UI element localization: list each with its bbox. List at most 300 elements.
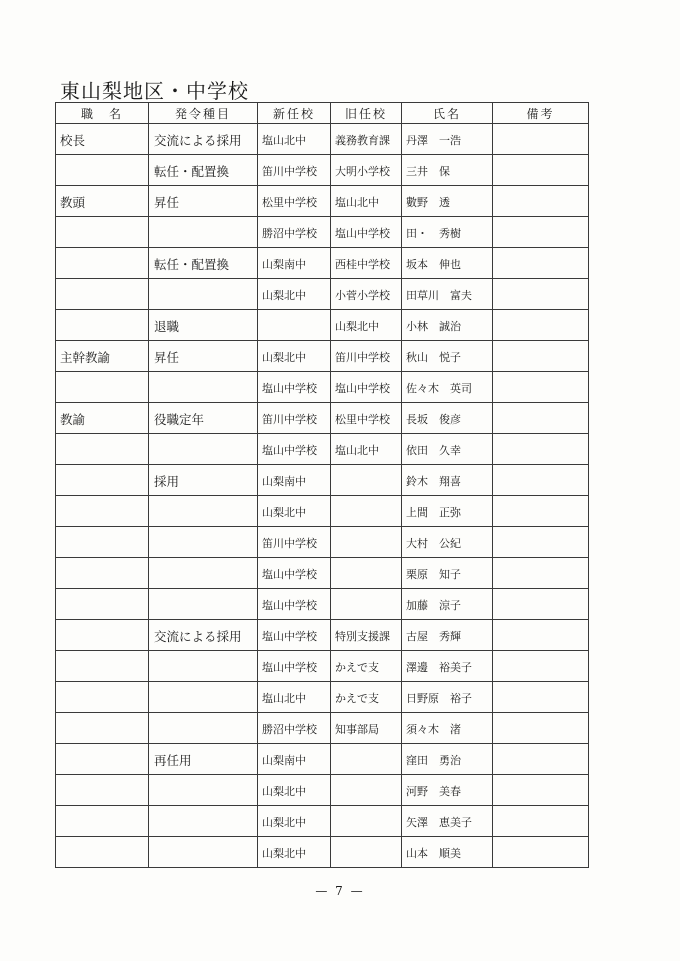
old-school-cell <box>331 465 402 496</box>
new-school-cell-text: 笛川中学校 <box>262 413 317 426</box>
new-school-cell <box>258 186 331 217</box>
table-row <box>56 403 589 434</box>
old-school-cell <box>331 682 402 713</box>
post-cell-text <box>56 217 148 224</box>
table-row <box>56 527 589 558</box>
name-cell-text: 佐々木 英司 <box>406 382 472 395</box>
name-cell-text: 長坂 俊彦 <box>406 413 461 426</box>
remarks-cell <box>493 682 589 713</box>
post-cell <box>56 589 149 620</box>
new-school-cell <box>258 806 331 837</box>
post-cell-text <box>56 372 148 379</box>
post-cell <box>56 248 149 279</box>
post-cell-text: 教諭 <box>60 412 86 427</box>
kind-cell <box>149 775 258 806</box>
kind-cell <box>149 465 258 496</box>
name-cell-text: 矢澤 恵美子 <box>406 816 472 829</box>
header-new-school: 新任校 <box>258 103 331 124</box>
table-row <box>56 837 589 868</box>
name-cell <box>402 434 493 465</box>
remarks-cell-text <box>493 186 588 193</box>
old-school-cell <box>331 744 402 775</box>
kind-cell-text: 交流による採用 <box>154 629 242 644</box>
remarks-cell-text <box>493 279 588 286</box>
kind-cell-text <box>149 775 257 782</box>
new-school-cell <box>258 372 331 403</box>
new-school-cell <box>258 651 331 682</box>
remarks-cell-text <box>493 558 588 565</box>
remarks-cell <box>493 403 589 434</box>
table-row <box>56 217 589 248</box>
kind-cell-text: 退職 <box>154 319 180 334</box>
new-school-cell <box>258 620 331 651</box>
remarks-cell-text <box>493 806 588 813</box>
kind-cell-text <box>149 589 257 596</box>
table-row <box>56 124 589 155</box>
kind-cell <box>149 155 258 186</box>
kind-cell <box>149 806 258 837</box>
remarks-cell-text <box>493 620 588 627</box>
new-school-cell-text: 塩山中学校 <box>262 630 317 643</box>
remarks-cell <box>493 496 589 527</box>
remarks-cell <box>493 651 589 682</box>
remarks-cell-text <box>493 682 588 689</box>
post-cell <box>56 217 149 248</box>
new-school-cell-text: 山梨北中 <box>262 816 306 829</box>
kind-cell-text: 転任・配置換 <box>154 164 230 179</box>
remarks-cell-text <box>493 465 588 472</box>
remarks-cell <box>493 372 589 403</box>
name-cell-text: 河野 美春 <box>406 785 461 798</box>
post-cell-text <box>56 155 148 162</box>
name-cell-text: 數野 透 <box>406 196 450 209</box>
kind-cell <box>149 713 258 744</box>
post-cell <box>56 837 149 868</box>
old-school-cell <box>331 372 402 403</box>
old-school-cell-text: 塩山中学校 <box>335 382 390 395</box>
kind-cell-text: 役職定年 <box>154 412 205 427</box>
table-row <box>56 465 589 496</box>
kind-cell-text <box>149 527 257 534</box>
old-school-cell-text: 特別支援課 <box>335 630 390 643</box>
remarks-cell-text <box>493 651 588 658</box>
new-school-cell <box>258 279 331 310</box>
name-cell-text: 須々木 渚 <box>406 723 461 736</box>
kind-cell <box>149 744 258 775</box>
post-cell-text <box>56 434 148 441</box>
remarks-cell <box>493 341 589 372</box>
personnel-table <box>55 102 589 868</box>
table-header-row <box>56 103 589 124</box>
old-school-cell-text: 笛川中学校 <box>335 351 390 364</box>
old-school-cell <box>331 279 402 310</box>
post-cell-text <box>56 310 148 317</box>
remarks-cell <box>493 775 589 806</box>
name-cell <box>402 279 493 310</box>
name-cell <box>402 527 493 558</box>
new-school-cell <box>258 527 331 558</box>
kind-cell <box>149 589 258 620</box>
post-cell <box>56 713 149 744</box>
table-row <box>56 775 589 806</box>
header-kind: 発令種目 <box>149 103 258 124</box>
name-cell <box>402 837 493 868</box>
post-cell-text <box>56 248 148 255</box>
name-cell-text: 加藤 涼子 <box>406 599 461 612</box>
new-school-cell-text: 塩山中学校 <box>262 382 317 395</box>
remarks-cell-text <box>493 248 588 255</box>
old-school-cell-text <box>331 806 401 814</box>
kind-cell <box>149 279 258 310</box>
new-school-cell-text <box>258 310 330 318</box>
old-school-cell-text: 塩山中学校 <box>335 227 390 240</box>
remarks-cell <box>493 713 589 744</box>
post-cell <box>56 372 149 403</box>
kind-cell-text <box>149 496 257 503</box>
name-cell <box>402 682 493 713</box>
remarks-cell-text <box>493 217 588 224</box>
new-school-cell-text: 勝沼中学校 <box>262 227 317 240</box>
post-cell <box>56 186 149 217</box>
new-school-cell <box>258 744 331 775</box>
remarks-cell <box>493 806 589 837</box>
new-school-cell-text: 山梨北中 <box>262 289 306 302</box>
old-school-cell-text: かえで支 <box>335 661 379 674</box>
post-cell <box>56 775 149 806</box>
remarks-cell-text <box>493 124 588 131</box>
old-school-cell <box>331 651 402 682</box>
table-row <box>56 558 589 589</box>
name-cell <box>402 341 493 372</box>
post-cell <box>56 496 149 527</box>
post-cell-text <box>56 775 148 782</box>
name-cell <box>402 589 493 620</box>
table-row <box>56 496 589 527</box>
remarks-cell <box>493 155 589 186</box>
old-school-cell <box>331 496 402 527</box>
name-cell <box>402 744 493 775</box>
name-cell-text: 丹澤 一浩 <box>406 134 461 147</box>
post-cell <box>56 527 149 558</box>
new-school-cell <box>258 434 331 465</box>
name-cell-text: 日野原 裕子 <box>406 692 472 705</box>
table-row <box>56 806 589 837</box>
post-cell-text <box>56 496 148 503</box>
name-cell <box>402 620 493 651</box>
old-school-cell-text: 塩山北中 <box>335 196 379 209</box>
new-school-cell-text: 勝沼中学校 <box>262 723 317 736</box>
remarks-cell <box>493 217 589 248</box>
remarks-cell-text <box>493 589 588 596</box>
post-cell <box>56 465 149 496</box>
name-cell-text: 山本 順美 <box>406 847 461 860</box>
name-cell-text: 田・ 秀樹 <box>406 227 461 240</box>
kind-cell <box>149 620 258 651</box>
header-old-school: 旧任校 <box>331 103 402 124</box>
kind-cell-text: 採用 <box>154 474 180 489</box>
old-school-cell-text <box>331 775 401 783</box>
kind-cell-text <box>149 651 257 658</box>
old-school-cell-text <box>331 527 401 535</box>
new-school-cell <box>258 341 331 372</box>
old-school-cell <box>331 155 402 186</box>
kind-cell <box>149 403 258 434</box>
name-cell <box>402 651 493 682</box>
old-school-cell <box>331 558 402 589</box>
remarks-cell-text <box>493 837 588 844</box>
remarks-cell-text <box>493 310 588 317</box>
table-row <box>56 589 589 620</box>
post-cell-text <box>56 651 148 658</box>
new-school-cell <box>258 310 331 341</box>
remarks-cell <box>493 310 589 341</box>
name-cell <box>402 775 493 806</box>
name-cell-text: 古屋 秀輝 <box>406 630 461 643</box>
new-school-cell-text: 笛川中学校 <box>262 537 317 550</box>
old-school-cell-text <box>331 496 401 504</box>
post-cell <box>56 434 149 465</box>
table-row <box>56 713 589 744</box>
post-cell <box>56 620 149 651</box>
post-cell-text <box>56 682 148 689</box>
kind-cell-text: 昇任 <box>154 195 180 210</box>
old-school-cell <box>331 434 402 465</box>
new-school-cell-text: 山梨南中 <box>262 258 306 271</box>
remarks-cell-text <box>493 434 588 441</box>
new-school-cell <box>258 403 331 434</box>
new-school-cell <box>258 124 331 155</box>
old-school-cell-text: 大明小学校 <box>335 165 390 178</box>
post-cell <box>56 124 149 155</box>
post-cell-text <box>56 837 148 844</box>
post-cell <box>56 279 149 310</box>
old-school-cell <box>331 589 402 620</box>
post-cell-text: 教頭 <box>60 195 86 210</box>
remarks-cell-text <box>493 775 588 782</box>
table-row <box>56 651 589 682</box>
post-cell <box>56 651 149 682</box>
old-school-cell-text <box>331 837 401 845</box>
old-school-cell <box>331 837 402 868</box>
table-row <box>56 248 589 279</box>
kind-cell-text: 交流による採用 <box>154 133 242 148</box>
name-cell <box>402 496 493 527</box>
old-school-cell <box>331 217 402 248</box>
new-school-cell <box>258 837 331 868</box>
table-row <box>56 682 589 713</box>
remarks-cell-text <box>493 713 588 720</box>
post-cell-text <box>56 806 148 813</box>
kind-cell-text: 再任用 <box>154 753 192 768</box>
kind-cell-text <box>149 217 257 224</box>
name-cell-text: 三井 保 <box>406 165 450 178</box>
new-school-cell <box>258 217 331 248</box>
table-row <box>56 155 589 186</box>
kind-cell <box>149 434 258 465</box>
remarks-cell <box>493 279 589 310</box>
new-school-cell <box>258 682 331 713</box>
kind-cell <box>149 682 258 713</box>
table-row <box>56 744 589 775</box>
remarks-cell-text <box>493 744 588 751</box>
old-school-cell <box>331 403 402 434</box>
kind-cell <box>149 837 258 868</box>
name-cell <box>402 372 493 403</box>
post-cell <box>56 682 149 713</box>
kind-cell <box>149 124 258 155</box>
table-row <box>56 434 589 465</box>
table-row <box>56 620 589 651</box>
new-school-cell <box>258 558 331 589</box>
remarks-cell <box>493 527 589 558</box>
kind-cell-text <box>149 806 257 813</box>
kind-cell-text <box>149 682 257 689</box>
old-school-cell-text <box>331 558 401 566</box>
remarks-cell <box>493 248 589 279</box>
new-school-cell <box>258 496 331 527</box>
name-cell <box>402 713 493 744</box>
new-school-cell-text: 塩山中学校 <box>262 444 317 457</box>
new-school-cell-text: 山梨南中 <box>262 475 306 488</box>
remarks-cell <box>493 186 589 217</box>
old-school-cell <box>331 527 402 558</box>
name-cell-text: 窪田 勇治 <box>406 754 461 767</box>
name-cell <box>402 558 493 589</box>
remarks-cell-text <box>493 496 588 503</box>
old-school-cell <box>331 620 402 651</box>
new-school-cell <box>258 713 331 744</box>
post-cell <box>56 341 149 372</box>
table-row <box>56 279 589 310</box>
old-school-cell-text: 塩山北中 <box>335 444 379 457</box>
old-school-cell <box>331 310 402 341</box>
kind-cell-text <box>149 279 257 286</box>
new-school-cell-text: 塩山北中 <box>262 134 306 147</box>
kind-cell <box>149 558 258 589</box>
name-cell <box>402 155 493 186</box>
page-title: 東山梨地区・中学校 <box>60 79 249 104</box>
old-school-cell <box>331 713 402 744</box>
post-cell <box>56 558 149 589</box>
new-school-cell-text: 松里中学校 <box>262 196 317 209</box>
remarks-cell <box>493 124 589 155</box>
post-cell-text <box>56 744 148 751</box>
name-cell <box>402 248 493 279</box>
post-cell <box>56 310 149 341</box>
remarks-cell-text <box>493 527 588 534</box>
new-school-cell-text: 山梨南中 <box>262 754 306 767</box>
page-number: — 7 — <box>315 884 365 898</box>
kind-cell-text <box>149 372 257 379</box>
remarks-cell <box>493 558 589 589</box>
old-school-cell-text: 山梨北中 <box>335 320 379 333</box>
name-cell <box>402 310 493 341</box>
old-school-cell <box>331 186 402 217</box>
old-school-cell <box>331 124 402 155</box>
kind-cell-text <box>149 713 257 720</box>
kind-cell <box>149 527 258 558</box>
new-school-cell-text: 塩山北中 <box>262 692 306 705</box>
remarks-cell <box>493 589 589 620</box>
old-school-cell <box>331 248 402 279</box>
name-cell <box>402 217 493 248</box>
new-school-cell-text: 山梨北中 <box>262 847 306 860</box>
new-school-cell-text: 山梨北中 <box>262 506 306 519</box>
old-school-cell-text <box>331 465 401 473</box>
kind-cell-text <box>149 837 257 844</box>
name-cell-text: 田草川 富夫 <box>406 289 472 302</box>
old-school-cell-text: 松里中学校 <box>335 413 390 426</box>
old-school-cell-text <box>331 744 401 752</box>
old-school-cell-text: 義務教育課 <box>335 134 390 147</box>
remarks-cell <box>493 620 589 651</box>
old-school-cell-text <box>331 589 401 597</box>
post-cell-text <box>56 279 148 286</box>
name-cell-text: 小林 誠治 <box>406 320 461 333</box>
name-cell-text: 鈴木 翔喜 <box>406 475 461 488</box>
table-body <box>56 124 589 868</box>
kind-cell-text <box>149 434 257 441</box>
remarks-cell-text <box>493 372 588 379</box>
remarks-cell <box>493 465 589 496</box>
post-cell <box>56 155 149 186</box>
post-cell-text: 校長 <box>60 133 86 148</box>
post-cell-text <box>56 713 148 720</box>
new-school-cell <box>258 155 331 186</box>
post-cell-text <box>56 465 148 472</box>
name-cell <box>402 186 493 217</box>
kind-cell-text <box>149 558 257 565</box>
kind-cell <box>149 651 258 682</box>
table-row <box>56 341 589 372</box>
name-cell <box>402 806 493 837</box>
kind-cell <box>149 310 258 341</box>
name-cell-text: 澤邊 裕美子 <box>406 661 472 674</box>
new-school-cell-text: 山梨北中 <box>262 785 306 798</box>
new-school-cell-text: 山梨北中 <box>262 351 306 364</box>
new-school-cell <box>258 589 331 620</box>
old-school-cell <box>331 341 402 372</box>
table-row <box>56 372 589 403</box>
new-school-cell-text: 塩山中学校 <box>262 568 317 581</box>
table-row <box>56 186 589 217</box>
kind-cell <box>149 186 258 217</box>
kind-cell <box>149 496 258 527</box>
table-row <box>56 310 589 341</box>
new-school-cell <box>258 775 331 806</box>
old-school-cell-text: 小菅小学校 <box>335 289 390 302</box>
kind-cell <box>149 341 258 372</box>
name-cell <box>402 403 493 434</box>
kind-cell <box>149 248 258 279</box>
old-school-cell-text: かえで支 <box>335 692 379 705</box>
name-cell <box>402 124 493 155</box>
name-cell-text: 依田 久幸 <box>406 444 461 457</box>
new-school-cell-text: 塩山中学校 <box>262 599 317 612</box>
header-remarks: 備考 <box>493 103 589 124</box>
old-school-cell-text: 知事部局 <box>335 723 379 736</box>
name-cell-text: 秋山 悦子 <box>406 351 461 364</box>
remarks-cell <box>493 744 589 775</box>
post-cell-text <box>56 620 148 627</box>
post-cell-text <box>56 558 148 565</box>
post-cell-text <box>56 589 148 596</box>
header-name: 氏名 <box>402 103 493 124</box>
post-cell <box>56 403 149 434</box>
post-cell <box>56 806 149 837</box>
post-cell <box>56 744 149 775</box>
header-post: 職 名 <box>56 103 149 124</box>
